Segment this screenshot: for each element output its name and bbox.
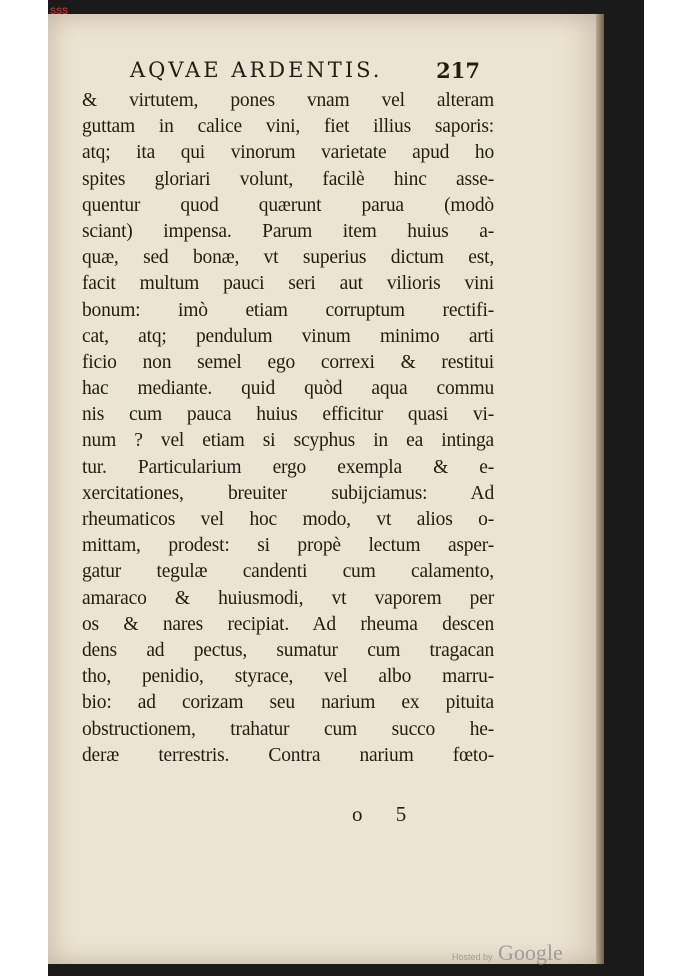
text-line: guttam in calice vini, fiet illius saporis: bbox=[82, 116, 494, 138]
text-line: deræ terrestris. Contra narium fœto- bbox=[82, 744, 494, 766]
page-edge bbox=[596, 14, 604, 964]
text-line: dens ad pectus, sumatur cum tragacan bbox=[82, 639, 494, 661]
corner-mark: SSS bbox=[50, 6, 69, 16]
text-line: bonum: imò etiam corruptum rectifi- bbox=[82, 299, 494, 321]
text-line: gatur tegulæ candenti cum calamento, bbox=[82, 561, 494, 583]
text-line: os & nares recipiat. Ad rheuma descen bbox=[82, 613, 494, 635]
left-margin bbox=[0, 0, 48, 976]
signature-mark: o 5 bbox=[352, 802, 421, 826]
text-line: xercitationes, breuiter subijciamus: Ad bbox=[82, 482, 494, 504]
text-line: tur. Particularium ergo exempla & e- bbox=[82, 456, 494, 478]
running-head-title: AQVAE ARDENTIS. bbox=[130, 58, 383, 82]
text-line: ficio non semel ego correxi & restitui bbox=[82, 351, 494, 373]
text-line: hac mediante. quid quòd aqua commu bbox=[82, 378, 494, 400]
text-line: tho, penidio, styrace, vel albo marru- bbox=[82, 666, 494, 688]
text-line: atq; ita qui vinorum varietate apud ho bbox=[82, 142, 494, 164]
text-line: sciant) impensa. Parum item huius a- bbox=[82, 220, 494, 242]
text-line: spites gloriari volunt, facilè hinc asse- bbox=[82, 168, 494, 190]
running-head bbox=[130, 58, 480, 86]
text-line: facit multum pauci seri aut vilioris vini bbox=[82, 273, 494, 295]
text-line: bio: ad corizam seu narium ex pituita bbox=[82, 692, 494, 714]
text-line: obstructionem, trahatur cum succo he- bbox=[82, 718, 494, 740]
text-line: mittam, prodest: si propè lectum asper- bbox=[82, 535, 494, 557]
text-line: quæ, sed bonæ, vt superius dictum est, bbox=[82, 247, 494, 269]
text-line: & virtutem, pones vnam vel alteram bbox=[82, 90, 494, 111]
text-line: rheumaticos vel hoc modo, vt alios o- bbox=[82, 509, 494, 530]
right-margin bbox=[644, 0, 690, 976]
hosted-by-label: Hosted by bbox=[452, 952, 493, 962]
google-watermark bbox=[452, 940, 592, 966]
page-number: 217 bbox=[436, 58, 480, 83]
text-line: amaraco & huiusmodi, vt vaporem per bbox=[82, 587, 494, 609]
google-logo: Google bbox=[498, 940, 563, 965]
body-text bbox=[82, 88, 494, 769]
text-line: quentur quod quærunt parua (modò bbox=[82, 194, 494, 216]
text-line: num ? vel etiam si scyphus in ea intinga bbox=[82, 430, 494, 452]
text-line: cat, atq; pendulum vinum minimo arti bbox=[82, 325, 494, 347]
text-line: nis cum pauca huius efficitur quasi vi- bbox=[82, 404, 494, 426]
